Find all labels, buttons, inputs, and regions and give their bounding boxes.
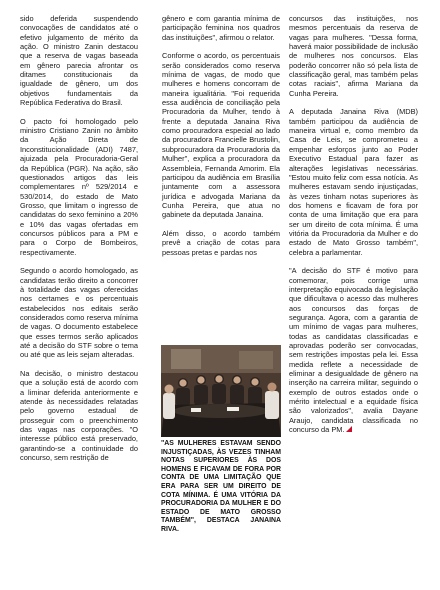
paragraph-final — [289, 266, 418, 434]
paragraph: O pacto foi homologado pelo ministro Cristiano Zanin no âmbito da Ação Direta de Inconstitucionalidade (ADI) 7487, ajuizada pela Procuradoria-Geral da República (PGR). Na ação, são questionados artigos das leis complementares nº 529/2014 e 530/2014, do estado de Mato Grosso, que limitam o ingresso de candidatas do sexo feminino a 20% e 10% das vagas ofertadas em concursos públicos para a PM e para o Corpo de Bombeiros, respectivamente. — [20, 116, 138, 257]
paragraph: concursos das instituições, nos mesmos percentuais da reserva de vagas para mulheres. "Dessa forma, haverá maior possibilidade de inclusão de mulheres nos concursos. Elas poderão concorrer não só pela lista de classificação geral, mas também pelas cotas raciais", afirma Mariana da Cunha Pereira. — [289, 14, 418, 98]
paragraph: Na decisão, o ministro destacou que a solução está de acordo com a liminar deferida anteriormente e atende às necessidades relatadas pelo governo estadual de prosseguir com o preenchimento das vagas nas corporações. "O interesse público está preservado, garantindo-se a continuidade do concurso, sem restrição de — [20, 369, 138, 463]
paragraph: Além disso, o acordo também prevê a criação de cotas para pessoas pretas e pardas nos — [162, 228, 280, 257]
article-column-2 — [162, 14, 280, 266]
article-column-1 — [20, 14, 138, 472]
paragraph: sido deferida suspendendo convocações de candidatos até o efetivo julgamento de mérito da ação. O ministro Zanin destacou que a reserva de vagas baseada em gênero parecia afrontar os ditames constitucionais da igualdade de gênero, um dos objetivos fundamentais da República Federativa do Brasil. — [20, 14, 138, 108]
paragraph: Segundo o acordo homologado, as candidatas terão direito a concorrer à totalidade das vagas oferecidas nos certames e os percentuais estabelecidos nos editais serão considerados como reserva mínima de vagas. O documento estabelece que esses termos serão aplicados até a decisão do STF sobre o tema ou até que as leis sejam alteradas. — [20, 266, 138, 360]
meeting-photo-illustration — [161, 345, 281, 437]
paragraph: A deputada Janaina Riva (MDB) também participou da audiência de maneira virtual e, como membro da Casa de Leis, se comprometeu a empenhar esforços junto ao Poder Executivo Estadual para fazer as alterações legislativas necessárias. "Estou muito feliz com essa notícia. As mulheres estavam sendo injustiçadas, às vezes tinham notas superiores às dos homens e ficavam de fora por conta de uma limitação que era para ser um direito de cota mínima. É uma vitória da Procuradoria da Mulher e do estado de Mato Grosso também", celebra a parlamentar. — [289, 107, 418, 257]
paragraph-final-text: "A decisão do STF é motivo para comemorar, pois corrige uma interpretação equivocada da legislação que dificultava o acesso das mulheres aos concursos das forças de segurança. Agora, com a garantia de um mínimo de vagas para mulheres, todas as candidatas classificadas e aprovadas poderão ser convocadas, sem restrições impostas pela lei. Essa medida reflete a necessidade de eliminar a desigualdade de gênero na inserção na carreira militar, seguindo o exemplo de outros estados onde o mérito intelectual e a equidade física são valorizados", avalia Dayane Araujo, candidata classificada no concurso da PM. — [289, 266, 418, 435]
paragraph: gênero e com garantia mínima de participação feminina nos quadros das instituições", afirmou o relator. — [162, 14, 280, 42]
photo-caption: "AS MULHERES ESTAVAM SENDO INJUSTIÇADAS, ÀS VEZES TINHAM NOTAS SUPERIORES ÀS DOS HOMENS E FICAVAM DE FORA POR CONTA DE UMA LIMITAÇÃO QUE ERA PARA SER UM DIREITO DE COTA MÍNIMA. É UMA VITÓRIA DA PROCURADORIA DA MULHER E DO ESTADO DE MATO GROSSO TAMBÉM", DESTACA JANAINA RIVA. — [161, 440, 281, 533]
meeting-photo — [161, 345, 281, 437]
article-column-3 — [289, 14, 418, 444]
paragraph: Conforme o acordo, os percentuais serão considerados como reserva mínima de vagas, de modo que mulheres e homens concorram de maneira igualitária. "Foi requerida essa audiência de conciliação pela Procuradoria da Mulher, tendo à frente a deputada Janaina Riva como procuradora especial ao lado da procuradora Francielle Brustolin, subprocuradora da Procuradoria da Mulher", explica a procuradora da Assembleia, Fernanda Amorim. Ela participou da audiência em Brasília juntamente com a assessora jurídica e advogada Mariana da Cunha Pereira, que atua no gabinete da deputada Janaina. — [162, 51, 280, 220]
end-of-article-icon — [346, 426, 352, 432]
